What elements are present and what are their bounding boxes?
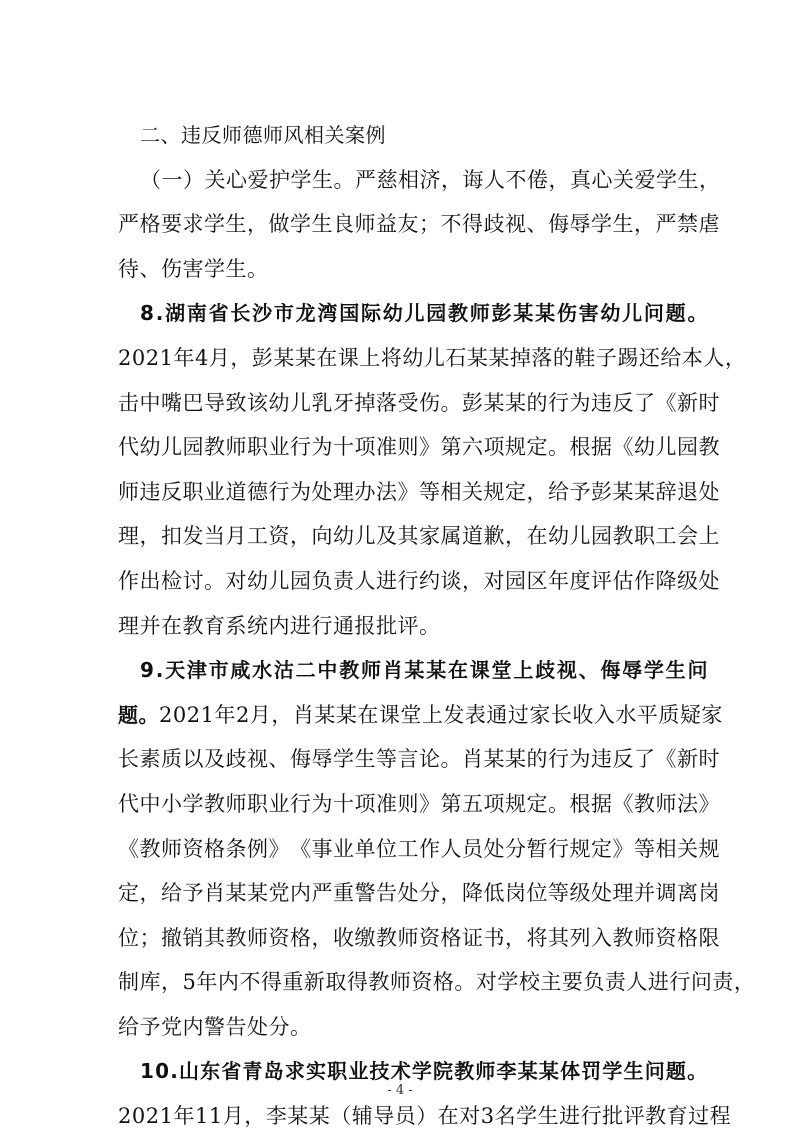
text-line: 师 违 反 职 业 道 德 行 为 处 理 办 法 》 等 相 关 规 定 ， 给 予 彭 某 某 辞 退 处 [118,479,720,504]
text-line: 待、伤害学生。 [118,256,269,281]
text-line: （ 一 ） 关 心 爱 护 学 生 。 严 慈 相 济 ， 诲 人 不 倦 ， 真 心 关 爱 学 生 ， [140,167,721,192]
text-line: 给予党内警告处分。 [118,1014,312,1039]
text-line: 严 格 要 求 学 生 ， 做 学 生 良 师 益 友 ； 不 得 歧 视 、 侮 辱 学 生 ， 严 禁 虐 [118,212,720,237]
text-line: 9 . 天 津 市 咸 水 沽 二 中 教 师 肖 某 某 在 课 堂 上 歧 视 、 侮 辱 学 生 问 [140,658,708,683]
text-line: 2 0 2 1 年 1 1 月 ， 李 某 某 （ 辅 导 员 ） 在 对 3 名 学 生 进 行 批 评 教 育 过 程 [118,1104,732,1129]
text-line: 击 中 嘴 巴 导 致 该 幼 儿 乳 牙 掉 落 受 伤 。 彭 某 某 的 行 为 违 反 了 《 新 时 [118,390,720,415]
text-line: 二、违反师德师风相关案例 [140,123,386,147]
text-line: 理并在教育系统内进行通报批评。 [118,613,441,638]
text-line: 位 ； 撤 销 其 教 师 资 格 ， 收 缴 教 师 资 格 证 书 ， 将 其 列 入 教 师 资 格 限 [118,925,720,950]
text-line: 8 . 湖 南 省 长 沙 市 龙 湾 国 际 幼 儿 园 教 师 彭 某 某 伤 害 幼 儿 问 题 。 [140,301,708,326]
text-line: 制 库 ， 5 年 内 不 得 重 新 取 得 教 师 资 格 。 对 学 校 主 要 负 责 人 进 行 问 责 ， [118,970,756,995]
text-line: 代 幼 儿 园 教 师 职 业 行 为 十 项 准 则 》 第 六 项 规 定 。 根 据 《 幼 儿 园 教 [118,435,720,460]
text-line: 代 中 小 学 教 师 职 业 行 为 十 项 准 则 》 第 五 项 规 定 。 根 据 《 教 师 法 》 [118,791,720,816]
text-line: 1 0 . 山 东 省 青 岛 求 实 职 业 技 术 学 院 教 师 李 某 某 体 罚 学 生 问 题 。 [140,1059,708,1084]
document-body [118,113,756,1139]
page-number: - 4 - [387,1083,413,1098]
text-line: 《 教 师 资 格 条 例 》 《 事 业 单 位 工 作 人 员 处 分 暂 行 规 定 》 等 相 关 规 [118,836,720,861]
text-line: 作 出 检 讨 。 对 幼 儿 园 负 责 人 进 行 约 谈 ， 对 园 区 年 度 评 估 作 降 级 处 [118,568,720,593]
text-line: 定 ， 给 予 肖 某 某 党 内 严 重 警 告 处 分 ， 降 低 岗 位 等 级 处 理 并 调 离 岗 [118,881,720,906]
text-line: 理 ， 扣 发 当 月 工 资 ， 向 幼 儿 及 其 家 属 道 歉 ， 在 幼 儿 园 教 职 工 会 上 [118,524,720,549]
text-line: 2 0 2 1 年 4 月 ， 彭 某 某 在 课 上 将 幼 儿 石 某 某 掉 落 的 鞋 子 踢 还 给 本 人 ， [118,345,747,370]
text-line: 长 素 质 以 及 歧 视 、 侮 辱 学 生 等 言 论 。 肖 某 某 的 行 为 违 反 了 《 新 时 [118,747,720,772]
text-line: 题 。 2 0 2 1 年 2 月 ， 肖 某 某 在 课 堂 上 发 表 通 过 家 长 收 入 水 平 质 疑 家 [118,702,723,727]
